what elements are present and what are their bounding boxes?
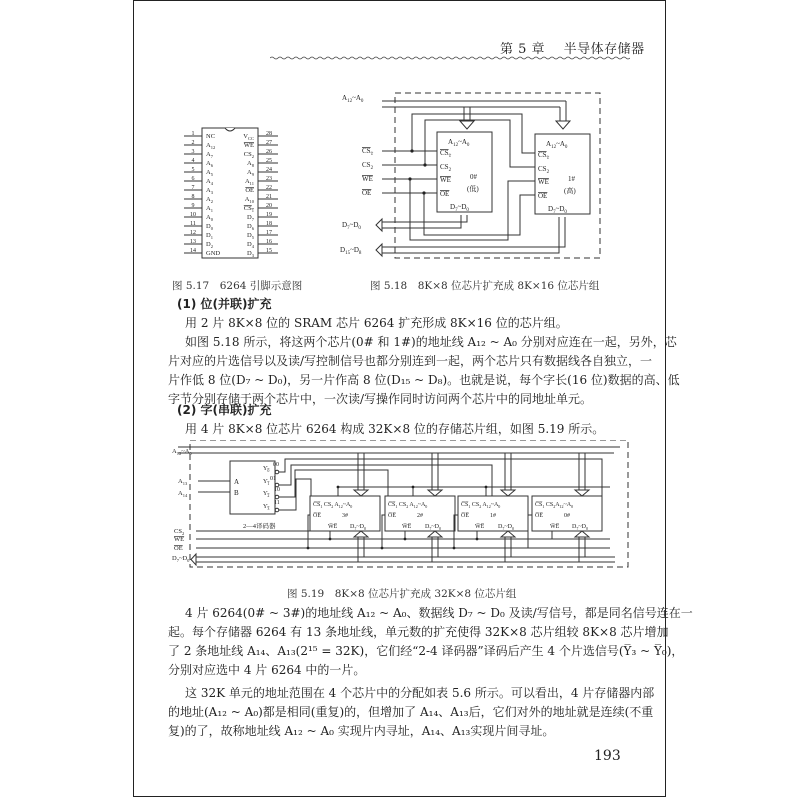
svg-text:D7: $D_7$ bbox=[247, 214, 254, 222]
svg-text:28: 28 bbox=[266, 131, 272, 137]
svg-text:5: 5 bbox=[191, 167, 195, 173]
svg-text:A12~A0: $A_{12}\sim A_0$ bbox=[342, 94, 364, 104]
svg-text:C̅S̅1 CS2 A12~A0: $C̅S̅_1$ $CS_2$ $A_{12}\sim A_0$ bbox=[313, 502, 353, 509]
paragraph-line: 片对应的片选信号以及读/写控制信号也都分别连到一起，两个芯片只有数据线各自独立，一 bbox=[168, 354, 653, 368]
svg-text:Y3: $Y_3$ bbox=[263, 504, 270, 511]
svg-text:A12: $A_{12}$ bbox=[206, 142, 216, 150]
svg-text:D3: $D_3$ bbox=[247, 250, 254, 258]
svg-text:CS2: $CS_2$ bbox=[440, 163, 452, 173]
svg-text:20: 20 bbox=[266, 203, 272, 209]
svg-text:C̅S̅1 CS2 A12~A0: $C̅S̅_1$ $CS_2$ $A_{12}\sim A_0$ bbox=[388, 502, 428, 509]
paragraph-line: 用 2 片 8K×8 位的 SRAM 芯片 6264 扩充形成 8K×16 位的芯片组。 bbox=[185, 316, 568, 330]
svg-text:D7~D0: $D_7\sim D_0$ bbox=[172, 555, 190, 563]
paragraph-line: 复)的了，故称地址线 A₁₂ ~ A₀ 实现片内寻址，A₁₄、A₁₃实现片间寻址。 bbox=[168, 724, 555, 738]
svg-text:0#: 0# bbox=[470, 173, 477, 181]
fig-5-18-bit-expansion-diagram bbox=[340, 85, 602, 275]
svg-text:OE: OE bbox=[362, 189, 372, 197]
svg-text:2—4译码器: 2—4译码器 bbox=[243, 523, 276, 530]
svg-text:A11: $A_{11}$ bbox=[244, 178, 254, 186]
svg-text:D7~D0: $D_7\sim D_0$ bbox=[548, 205, 567, 215]
fig-5-17-pinout-diagram bbox=[180, 120, 300, 270]
svg-text:13: 13 bbox=[190, 239, 196, 245]
svg-text:WE: WE bbox=[362, 175, 373, 183]
svg-text:A6: $A_6$ bbox=[206, 160, 213, 168]
paragraph-line: 如图 5.18 所示，将这两个芯片(0# 和 1#)的地址线 A₁₂ ~ A₀ 分别对应连在一起，另外，芯 bbox=[185, 335, 677, 349]
svg-text:A1: $A_1$ bbox=[206, 205, 213, 213]
svg-text:OE: OE bbox=[538, 192, 548, 200]
svg-text:A4: $A_4$ bbox=[206, 178, 213, 186]
svg-text:WE: WE bbox=[538, 178, 549, 186]
svg-text:18: 18 bbox=[266, 221, 272, 227]
svg-text:D0: $D_0$ bbox=[206, 223, 213, 231]
svg-text:B: B bbox=[234, 489, 239, 497]
paragraph-line: 4 片 6264(0# ~ 3#)的地址线 A₁₂ ~ A₀、数据线 D₇ ~ D₀ 及读/写信号，都是同名信号连在一 bbox=[185, 606, 693, 620]
svg-text:A5: $A_5$ bbox=[206, 169, 213, 177]
svg-text:1: 1 bbox=[191, 131, 195, 137]
svg-text:3#: 3# bbox=[342, 513, 348, 519]
svg-text:C̅S̅1 CS2 A12~A0: $C̅S̅_1$ $CS_2$ $A_{12}\sim A_0$ bbox=[461, 502, 501, 509]
svg-text:W̅E̅: W̅E̅ bbox=[475, 524, 485, 530]
paragraph-line: 了 2 条地址线 A₁₄、A₁₃(2¹⁵ = 32K)，它们经“2-4 译码器”译码后产生 4 个片选信号(Y̅₃ ~ Y̅₀)， bbox=[168, 644, 684, 658]
svg-text:15: 15 bbox=[266, 248, 272, 254]
svg-text:CS2: $CS_2$ bbox=[538, 165, 550, 175]
svg-text:21: 21 bbox=[266, 194, 272, 200]
svg-text:(高): (高) bbox=[564, 187, 576, 195]
svg-text:WE: WE bbox=[243, 142, 254, 149]
svg-text:D7~D0: $D_7\sim D_0$ bbox=[450, 203, 469, 213]
chapter-title: 半导体存储器 bbox=[563, 42, 645, 57]
svg-text:26: 26 bbox=[266, 149, 272, 155]
svg-text:CS2: $CS_2$ bbox=[243, 151, 254, 159]
paragraph-line: 字节分别存储于两个芯片中，一次读/写操作同时访问两个芯片中的同地址单元。 bbox=[168, 392, 593, 406]
svg-text:OE: OE bbox=[174, 545, 183, 552]
svg-text:W̅E̅: W̅E̅ bbox=[328, 524, 338, 530]
svg-text:A13: $A_{13}$ bbox=[178, 478, 188, 486]
svg-text:A8: $A_8$ bbox=[247, 160, 254, 168]
svg-text:CS2: $CS_2$ bbox=[362, 161, 374, 171]
svg-text:A7: $A_7$ bbox=[206, 151, 213, 159]
running-header bbox=[500, 38, 645, 57]
svg-text:00: 00 bbox=[273, 462, 279, 468]
svg-text:4: 4 bbox=[191, 158, 195, 164]
svg-text:16: 16 bbox=[266, 239, 272, 245]
svg-text:WE: WE bbox=[440, 176, 451, 184]
chapter-number: 第 5 章 bbox=[500, 42, 546, 57]
svg-text:10: 10 bbox=[190, 212, 196, 218]
svg-text:O̅E̅: O̅E̅ bbox=[388, 513, 396, 519]
header-wavy-rule bbox=[270, 56, 630, 60]
svg-text:1#: 1# bbox=[568, 175, 575, 183]
section-2-heading: (2) 字(串联)扩充 bbox=[177, 403, 272, 417]
paragraph-line: 片作低 8 位(D₇ ~ D₀)，另一片作高 8 位(D₁₅ ~ D₈)。也就是说，每个字长(16 位)数据的高、低 bbox=[168, 373, 680, 387]
svg-text:OE: OE bbox=[440, 190, 450, 198]
svg-text:A14: $A_{14}$ bbox=[178, 490, 188, 498]
svg-text:CS1: $CS_1$ bbox=[362, 147, 374, 157]
svg-text:W̅E̅: W̅E̅ bbox=[402, 524, 412, 530]
paragraph-line: 的地址(A₁₂ ~ A₀)都是相同(重复)的，但增加了 A₁₄、A₁₃后，它们对外的地址就是连续(不重 bbox=[168, 705, 654, 719]
svg-text:D7~D0: $D_7\sim D_0$ bbox=[572, 524, 588, 531]
svg-text:11: 11 bbox=[274, 500, 280, 506]
svg-text:A3: $A_3$ bbox=[206, 187, 213, 195]
fig-5-18-caption: 图 5.18 8K×8 位芯片扩充成 8K×16 位芯片组 bbox=[370, 280, 600, 292]
svg-text:D7~D0: $D_7\sim D_0$ bbox=[498, 524, 514, 531]
fig-5-17-caption: 图 5.17 6264 引脚示意图 bbox=[172, 280, 303, 292]
svg-text:Y0: $Y_0$ bbox=[263, 466, 270, 473]
svg-text:D7~D0: $D_7\sim D_0$ bbox=[342, 221, 361, 231]
svg-text:7: 7 bbox=[191, 185, 195, 191]
svg-text:2#: 2# bbox=[417, 513, 423, 519]
section-1-heading: (1) 位(并联)扩充 bbox=[177, 297, 272, 311]
svg-text:A: A bbox=[234, 478, 240, 486]
svg-text:CS2: $CS_2$ bbox=[174, 528, 185, 536]
svg-text:6: 6 bbox=[191, 176, 195, 182]
svg-text:A9: $A_9$ bbox=[247, 169, 254, 177]
svg-text:25: 25 bbox=[266, 158, 272, 164]
svg-text:D2: $D_2$ bbox=[206, 241, 213, 249]
svg-text:19: 19 bbox=[266, 212, 272, 218]
svg-text:GND: GND bbox=[206, 250, 221, 257]
svg-text:A12~A0: $A_{12}\sim A_0$ bbox=[546, 140, 568, 150]
svg-text:23: 23 bbox=[266, 176, 272, 182]
svg-text:Y2: $Y_2$ bbox=[263, 491, 270, 498]
svg-text:2: 2 bbox=[191, 140, 195, 146]
svg-text:9: 9 bbox=[191, 203, 195, 209]
paragraph-line: 用 4 片 8K×8 位芯片 6264 构成 32K×8 位的存储芯片组，如图 5.19 所示。 bbox=[185, 422, 605, 436]
svg-text:A12~A0: $A_{12}\sim A_0$ bbox=[448, 138, 470, 148]
svg-text:8: 8 bbox=[191, 194, 195, 200]
svg-text:O̅E̅: O̅E̅ bbox=[461, 513, 469, 519]
svg-text:WE: WE bbox=[174, 536, 185, 543]
svg-text:O̅E̅: O̅E̅ bbox=[535, 513, 543, 519]
svg-text:1#: 1# bbox=[490, 513, 496, 519]
fig-5-19-word-expansion-diagram bbox=[170, 440, 640, 575]
svg-text:NC: NC bbox=[206, 133, 216, 140]
paragraph-line: 这 32K 单元的地址范围在 4 个芯片中的分配如表 5.6 所示。可以看出，4 片存储器内部 bbox=[185, 686, 655, 700]
svg-text:D7~D0: $D_7\sim D_0$ bbox=[350, 524, 366, 531]
svg-text:A0: $A_0$ bbox=[206, 214, 213, 222]
svg-text:10: 10 bbox=[274, 487, 280, 493]
svg-text:0#: 0# bbox=[564, 513, 570, 519]
svg-text:CS1: $CS_1$ bbox=[440, 149, 452, 159]
svg-text:VCC: $V_{CC}$ bbox=[243, 133, 254, 141]
svg-text:D7~D0: $D_7\sim D_0$ bbox=[425, 524, 441, 531]
svg-text:17: 17 bbox=[266, 230, 272, 236]
svg-text:D1: $D_1$ bbox=[206, 232, 213, 240]
svg-text:D4: $D_4$ bbox=[247, 241, 254, 249]
paragraph-line: 分别对应选中 4 片 6264 中的一片。 bbox=[168, 663, 366, 677]
svg-text:OE: OE bbox=[245, 187, 254, 194]
svg-text:3: 3 bbox=[191, 149, 195, 155]
svg-text:D5: $D_5$ bbox=[247, 232, 254, 240]
svg-text:Y1: $Y_1$ bbox=[263, 479, 270, 486]
svg-text:A2: $A_2$ bbox=[206, 196, 213, 204]
svg-text:CS1: $CS_1$ bbox=[243, 205, 254, 213]
svg-text:24: 24 bbox=[266, 167, 272, 173]
svg-text:CS1: $CS_1$ bbox=[538, 151, 550, 161]
paragraph-line: 起。每个存储器 6264 有 13 条地址线，单元数的扩充使得 32K×8 芯片组较 8K×8 芯片增加 bbox=[168, 625, 669, 639]
page-number: 193 bbox=[594, 748, 621, 764]
svg-text:22: 22 bbox=[266, 185, 272, 191]
svg-text:D6: $D_6$ bbox=[247, 223, 254, 231]
svg-text:11: 11 bbox=[190, 221, 196, 227]
svg-text:01: 01 bbox=[270, 476, 276, 482]
svg-text:12: 12 bbox=[190, 230, 196, 236]
svg-text:A10: $A_{10}$ bbox=[244, 196, 254, 204]
svg-text:D15~D8: $D_{15}\sim D_8$ bbox=[340, 246, 362, 256]
svg-text:(低): (低) bbox=[467, 185, 479, 193]
svg-text:C̅S̅1 CS2A12~A0: $C̅S̅_1$ $CS_2A_{12}\sim A_0$ bbox=[535, 502, 574, 509]
svg-text:14: 14 bbox=[190, 248, 196, 254]
svg-text:W̅E̅: W̅E̅ bbox=[550, 524, 560, 530]
svg-text:A12~A0: $A_{12}\sim A_0$ bbox=[172, 448, 192, 456]
svg-text:27: 27 bbox=[266, 140, 272, 146]
svg-text:O̅E̅: O̅E̅ bbox=[313, 513, 321, 519]
fig-5-19-caption: 图 5.19 8K×8 位芯片扩充成 32K×8 位芯片组 bbox=[287, 588, 517, 600]
